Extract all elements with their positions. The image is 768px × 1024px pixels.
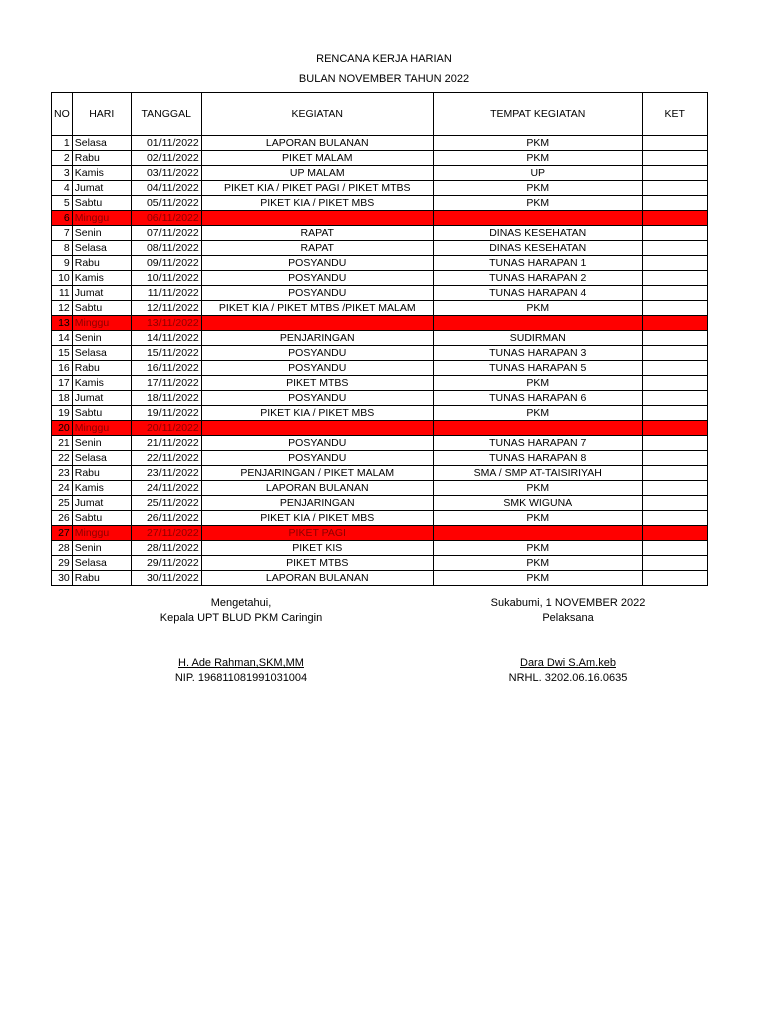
cell-tanggal: 27/11/2022: [131, 526, 201, 541]
cell-tanggal: 03/11/2022: [131, 166, 201, 181]
cell-no: 27: [52, 526, 73, 541]
cell-hari: Rabu: [72, 256, 131, 271]
cell-tanggal: 01/11/2022: [131, 136, 201, 151]
cell-no: 11: [52, 286, 73, 301]
table-row: [52, 571, 708, 586]
cell-no: 16: [52, 361, 73, 376]
cell-tempat: PKM: [433, 571, 642, 586]
right-signature-nrhl: NRHL. 3202.06.16.0635: [508, 672, 628, 684]
cell-kegiatan: POSYANDU: [201, 391, 433, 406]
cell-no: 15: [52, 346, 73, 361]
cell-hari: Minggu: [72, 316, 131, 331]
cell-ket: [642, 181, 707, 196]
table-row: [52, 346, 708, 361]
cell-ket: [642, 391, 707, 406]
table-row: [52, 391, 708, 406]
cell-kegiatan: PIKET KIS: [201, 541, 433, 556]
cell-tanggal: 22/11/2022: [131, 451, 201, 466]
cell-tanggal: 18/11/2022: [131, 391, 201, 406]
cell-hari: Jumat: [72, 391, 131, 406]
cell-ket: [642, 571, 707, 586]
table-row: [52, 301, 708, 316]
cell-tempat: PKM: [433, 181, 642, 196]
cell-no: 5: [52, 196, 73, 211]
cell-ket: [642, 511, 707, 526]
table-row: [52, 511, 708, 526]
cell-hari: Senin: [72, 226, 131, 241]
cell-tanggal: 15/11/2022: [131, 346, 201, 361]
table-row: [52, 451, 708, 466]
cell-tanggal: 24/11/2022: [131, 481, 201, 496]
cell-ket: [642, 286, 707, 301]
cell-tempat: TUNAS HARAPAN 4: [433, 286, 642, 301]
cell-no: 18: [52, 391, 73, 406]
cell-hari: Sabtu: [72, 301, 131, 316]
cell-no: 13: [52, 316, 73, 331]
cell-tanggal: 23/11/2022: [131, 466, 201, 481]
cell-tempat: TUNAS HARAPAN 8: [433, 451, 642, 466]
cell-kegiatan: PIKET MTBS: [201, 556, 433, 571]
cell-tanggal: 26/11/2022: [131, 511, 201, 526]
table-row-sunday: [52, 211, 708, 226]
table-row: [52, 286, 708, 301]
cell-no: 29: [52, 556, 73, 571]
cell-hari: Senin: [72, 436, 131, 451]
document-subtitle: BULAN NOVEMBER TAHUN 2022: [298, 73, 470, 85]
cell-tempat: [433, 211, 642, 226]
cell-hari: Kamis: [72, 271, 131, 286]
cell-no: 20: [52, 421, 73, 436]
table-row: [52, 331, 708, 346]
cell-ket: [642, 481, 707, 496]
cell-kegiatan: PIKET KIA / PIKET MBS: [201, 196, 433, 211]
cell-hari: Minggu: [72, 526, 131, 541]
cell-kegiatan: POSYANDU: [201, 346, 433, 361]
cell-ket: [642, 376, 707, 391]
right-signature-line1: Sukabumi, 1 NOVEMBER 2022: [490, 597, 646, 609]
cell-ket: [642, 496, 707, 511]
cell-ket: [642, 541, 707, 556]
cell-kegiatan: POSYANDU: [201, 256, 433, 271]
cell-ket: [642, 271, 707, 286]
cell-kegiatan: [201, 211, 433, 226]
table-header-row: [52, 93, 708, 136]
cell-tempat: [433, 526, 642, 541]
right-signature-line2: Pelaksana: [542, 612, 594, 624]
left-signature-line1: Mengetahui,: [210, 597, 272, 609]
cell-tanggal: 12/11/2022: [131, 301, 201, 316]
cell-tempat: PKM: [433, 301, 642, 316]
cell-ket: [642, 196, 707, 211]
cell-tanggal: 02/11/2022: [131, 151, 201, 166]
cell-no: 10: [52, 271, 73, 286]
col-header-hari: HARI: [72, 93, 131, 136]
cell-tanggal: 30/11/2022: [131, 571, 201, 586]
left-signature-line2: Kepala UPT BLUD PKM Caringin: [159, 612, 323, 624]
cell-tempat: TUNAS HARAPAN 7: [433, 436, 642, 451]
cell-no: 8: [52, 241, 73, 256]
table-row: [52, 241, 708, 256]
cell-kegiatan: PENJARINGAN: [201, 496, 433, 511]
table-row: [52, 151, 708, 166]
cell-tanggal: 21/11/2022: [131, 436, 201, 451]
cell-ket: [642, 526, 707, 541]
col-header-tempat: TEMPAT KEGIATAN: [433, 93, 642, 136]
cell-no: 23: [52, 466, 73, 481]
cell-hari: Jumat: [72, 286, 131, 301]
cell-tempat: PKM: [433, 406, 642, 421]
cell-kegiatan: PIKET MALAM: [201, 151, 433, 166]
col-header-no: NO: [52, 93, 73, 136]
cell-hari: Selasa: [72, 241, 131, 256]
cell-kegiatan: PIKET PAGI: [201, 526, 433, 541]
table-row: [52, 556, 708, 571]
cell-tempat: TUNAS HARAPAN 1: [433, 256, 642, 271]
table-row-sunday: [52, 316, 708, 331]
cell-ket: [642, 556, 707, 571]
cell-hari: Kamis: [72, 481, 131, 496]
cell-tanggal: 10/11/2022: [131, 271, 201, 286]
cell-hari: Rabu: [72, 466, 131, 481]
table-row: [52, 496, 708, 511]
cell-ket: [642, 241, 707, 256]
cell-no: 24: [52, 481, 73, 496]
cell-ket: [642, 346, 707, 361]
cell-tempat: PKM: [433, 511, 642, 526]
cell-kegiatan: POSYANDU: [201, 451, 433, 466]
cell-tanggal: 29/11/2022: [131, 556, 201, 571]
cell-tempat: PKM: [433, 481, 642, 496]
cell-ket: [642, 421, 707, 436]
cell-no: 19: [52, 406, 73, 421]
table-row: [52, 256, 708, 271]
cell-kegiatan: LAPORAN BULANAN: [201, 136, 433, 151]
cell-tempat: TUNAS HARAPAN 2: [433, 271, 642, 286]
table-row: [52, 481, 708, 496]
cell-tanggal: 07/11/2022: [131, 226, 201, 241]
cell-no: 7: [52, 226, 73, 241]
table-row: [52, 406, 708, 421]
cell-tempat: TUNAS HARAPAN 5: [433, 361, 642, 376]
table-row: [52, 436, 708, 451]
cell-tempat: PKM: [433, 151, 642, 166]
cell-tempat: PKM: [433, 376, 642, 391]
cell-hari: Rabu: [72, 361, 131, 376]
cell-kegiatan: PIKET KIA / PIKET MBS: [201, 511, 433, 526]
cell-tempat: PKM: [433, 196, 642, 211]
cell-kegiatan: UP MALAM: [201, 166, 433, 181]
cell-tempat: PKM: [433, 541, 642, 556]
left-signature-nip: NIP. 196811081991031004: [174, 672, 308, 684]
cell-ket: [642, 316, 707, 331]
table-row: [52, 181, 708, 196]
cell-tanggal: 06/11/2022: [131, 211, 201, 226]
cell-hari: Rabu: [72, 571, 131, 586]
table-row: [52, 136, 708, 151]
cell-ket: [642, 331, 707, 346]
cell-no: 30: [52, 571, 73, 586]
table-row: [52, 196, 708, 211]
cell-tanggal: 08/11/2022: [131, 241, 201, 256]
table-row-sunday: [52, 526, 708, 541]
cell-kegiatan: RAPAT: [201, 226, 433, 241]
cell-hari: Jumat: [72, 181, 131, 196]
left-signature-name: H. Ade Rahman,SKM,MM: [178, 657, 304, 669]
cell-hari: Sabtu: [72, 406, 131, 421]
cell-tanggal: 19/11/2022: [131, 406, 201, 421]
cell-ket: [642, 211, 707, 226]
cell-ket: [642, 136, 707, 151]
table-row-sunday: [52, 421, 708, 436]
cell-tanggal: 20/11/2022: [131, 421, 201, 436]
cell-no: 9: [52, 256, 73, 271]
cell-hari: Sabtu: [72, 511, 131, 526]
cell-kegiatan: PIKET KIA / PIKET MTBS /PIKET MALAM: [201, 301, 433, 316]
cell-tempat: TUNAS HARAPAN 3: [433, 346, 642, 361]
table-row: [52, 541, 708, 556]
cell-ket: [642, 361, 707, 376]
cell-no: 25: [52, 496, 73, 511]
col-header-tanggal: TANGGAL: [131, 93, 201, 136]
cell-tanggal: 28/11/2022: [131, 541, 201, 556]
cell-tempat: DINAS KESEHATAN: [433, 226, 642, 241]
col-header-kegiatan: KEGIATAN: [201, 93, 433, 136]
table-row: [52, 271, 708, 286]
cell-ket: [642, 166, 707, 181]
cell-tanggal: 11/11/2022: [131, 286, 201, 301]
cell-no: 4: [52, 181, 73, 196]
cell-tempat: PKM: [433, 136, 642, 151]
right-signature-name: Dara Dwi S.Am.keb: [520, 657, 616, 669]
cell-tempat: SMK WIGUNA: [433, 496, 642, 511]
cell-no: 26: [52, 511, 73, 526]
cell-hari: Sabtu: [72, 196, 131, 211]
cell-kegiatan: PIKET MTBS: [201, 376, 433, 391]
cell-ket: [642, 466, 707, 481]
cell-tempat: DINAS KESEHATAN: [433, 241, 642, 256]
cell-ket: [642, 226, 707, 241]
cell-tanggal: 17/11/2022: [131, 376, 201, 391]
cell-no: 28: [52, 541, 73, 556]
cell-tempat: [433, 421, 642, 436]
cell-tanggal: 14/11/2022: [131, 331, 201, 346]
cell-hari: Jumat: [72, 496, 131, 511]
cell-tempat: SMA / SMP AT-TAISIRIYAH: [433, 466, 642, 481]
cell-tanggal: 05/11/2022: [131, 196, 201, 211]
cell-tanggal: 09/11/2022: [131, 256, 201, 271]
cell-kegiatan: LAPORAN BULANAN: [201, 571, 433, 586]
cell-hari: Rabu: [72, 151, 131, 166]
cell-kegiatan: PIKET KIA / PIKET MBS: [201, 406, 433, 421]
cell-kegiatan: PENJARINGAN / PIKET MALAM: [201, 466, 433, 481]
table-row: [52, 466, 708, 481]
cell-kegiatan: LAPORAN BULANAN: [201, 481, 433, 496]
cell-hari: Selasa: [72, 556, 131, 571]
cell-no: 6: [52, 211, 73, 226]
cell-kegiatan: POSYANDU: [201, 271, 433, 286]
cell-kegiatan: POSYANDU: [201, 436, 433, 451]
document-title: RENCANA KERJA HARIAN: [316, 53, 452, 65]
cell-hari: Minggu: [72, 211, 131, 226]
cell-ket: [642, 151, 707, 166]
cell-kegiatan: RAPAT: [201, 241, 433, 256]
cell-tanggal: 25/11/2022: [131, 496, 201, 511]
cell-no: 3: [52, 166, 73, 181]
cell-hari: Selasa: [72, 136, 131, 151]
cell-no: 2: [52, 151, 73, 166]
cell-hari: Selasa: [72, 451, 131, 466]
cell-kegiatan: POSYANDU: [201, 286, 433, 301]
cell-hari: Minggu: [72, 421, 131, 436]
cell-no: 17: [52, 376, 73, 391]
cell-tempat: UP: [433, 166, 642, 181]
cell-no: 14: [52, 331, 73, 346]
cell-kegiatan: PIKET KIA / PIKET PAGI / PIKET MTBS: [201, 181, 433, 196]
cell-tempat: SUDIRMAN: [433, 331, 642, 346]
cell-hari: Senin: [72, 331, 131, 346]
cell-no: 22: [52, 451, 73, 466]
cell-ket: [642, 301, 707, 316]
cell-tempat: TUNAS HARAPAN 6: [433, 391, 642, 406]
cell-kegiatan: PENJARINGAN: [201, 331, 433, 346]
cell-ket: [642, 406, 707, 421]
table-row: [52, 361, 708, 376]
cell-ket: [642, 256, 707, 271]
cell-ket: [642, 436, 707, 451]
schedule-table: [51, 92, 708, 586]
cell-hari: Kamis: [72, 376, 131, 391]
cell-tanggal: 13/11/2022: [131, 316, 201, 331]
cell-tanggal: 04/11/2022: [131, 181, 201, 196]
cell-hari: Kamis: [72, 166, 131, 181]
table-row: [52, 376, 708, 391]
cell-tempat: PKM: [433, 556, 642, 571]
col-header-ket: KET: [642, 93, 707, 136]
cell-tempat: [433, 316, 642, 331]
cell-tanggal: 16/11/2022: [131, 361, 201, 376]
cell-kegiatan: POSYANDU: [201, 361, 433, 376]
cell-hari: Selasa: [72, 346, 131, 361]
cell-no: 12: [52, 301, 73, 316]
cell-no: 1: [52, 136, 73, 151]
cell-hari: Senin: [72, 541, 131, 556]
cell-kegiatan: [201, 316, 433, 331]
table-row: [52, 226, 708, 241]
cell-ket: [642, 451, 707, 466]
cell-no: 21: [52, 436, 73, 451]
table-row: [52, 166, 708, 181]
cell-kegiatan: [201, 421, 433, 436]
